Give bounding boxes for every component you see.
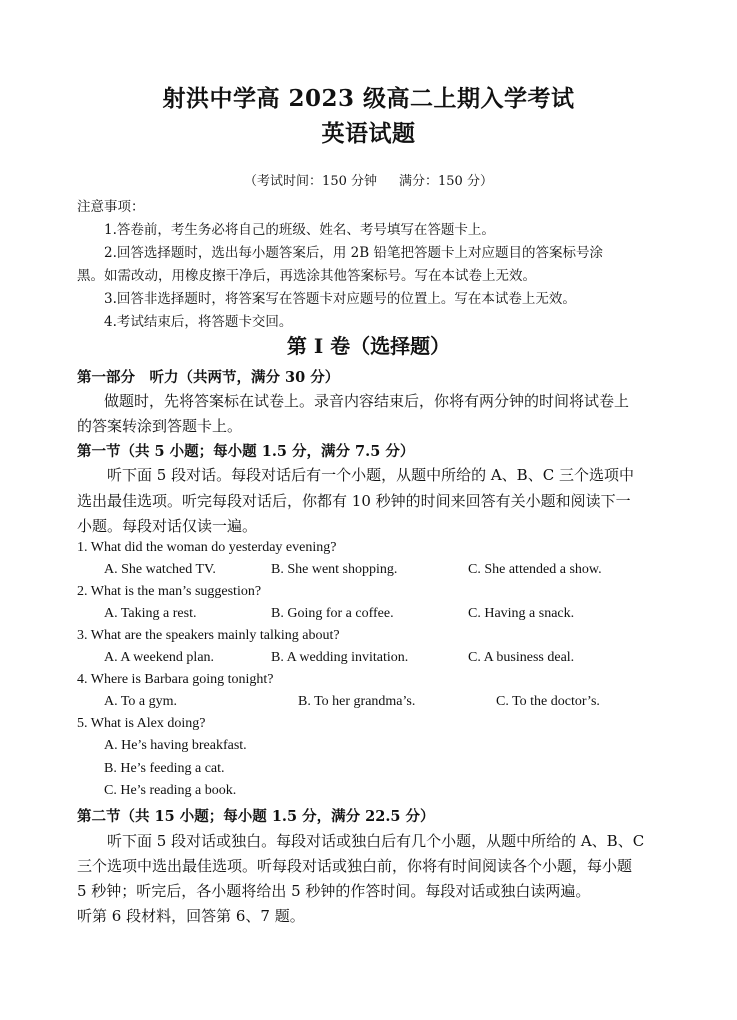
exam-full-score: 满分：150 分） bbox=[399, 174, 493, 189]
section1-intro-end: 小题。每段对话仅读一遍。 bbox=[77, 517, 258, 535]
q3-option-c: C. A business deal. bbox=[468, 650, 575, 665]
section2-intro: 听下面 5 段对话或独白。每段对话或独白后有几个小题，从题中所给的 A、B、C bbox=[107, 832, 645, 850]
notice-item-3: 3.回答非选择题时，将答案写在答题卡对应题号的位置上。写在本试卷上无效。 bbox=[104, 291, 576, 307]
question-3: 3. What are the speakers mainly talking about? bbox=[77, 628, 340, 643]
exam-time: （考试时间：150 分钟 bbox=[244, 174, 377, 189]
q5-option-a: A. He’s having breakfast. bbox=[104, 738, 247, 753]
question-2: 2. What is the man’s suggestion? bbox=[77, 584, 262, 599]
question-5: 5. What is Alex doing? bbox=[77, 716, 206, 731]
volume-title: 第 I 卷（选择题） bbox=[286, 334, 451, 358]
q1-option-b: B. She went shopping. bbox=[271, 562, 398, 577]
notice-item-4: 4.考试结束后，将答题卡交回。 bbox=[104, 314, 293, 330]
q5-option-b: B. He’s feeding a cat. bbox=[104, 761, 225, 776]
q2-option-a: A. Taking a rest. bbox=[104, 606, 197, 621]
section2-heading: 第二节（共 15 小题；每小题 1.5 分，满分 22.5 分） bbox=[77, 808, 435, 825]
q4-option-a: A. To a gym. bbox=[104, 694, 178, 709]
question-4: 4. Where is Barbara going tonight? bbox=[77, 672, 274, 687]
q2-option-b: B. Going for a coffee. bbox=[271, 606, 394, 621]
q4-option-b: B. To her grandma’s. bbox=[298, 694, 416, 709]
subject-title: 英语试题 bbox=[321, 120, 416, 147]
part1-intro: 做题时，先将答案标在试卷上。录音内容结束后，你将有两分钟的时间将试卷上 bbox=[104, 392, 630, 410]
notice-item-2: 2.回答选择题时，选出每小题答案后，用 2B 铅笔把答题卡上对应题目的答案标号涂 bbox=[104, 245, 603, 261]
q2-option-c: C. Having a snack. bbox=[468, 606, 575, 621]
exam-title: 射洪中学高 2023 级高二上期入学考试 bbox=[162, 85, 575, 112]
notice-item-1: 1.答卷前，考生务必将自己的班级、姓名、考号填写在答题卡上。 bbox=[104, 222, 495, 238]
q3-option-b: B. A wedding invitation. bbox=[271, 650, 409, 665]
q1-option-c: C. She attended a show. bbox=[468, 562, 602, 577]
q5-option-c: C. He’s reading a book. bbox=[104, 783, 237, 798]
notice-item-2-cont: 黑。如需改动，用橡皮擦干净后，再选涂其他答案标号。写在本试卷上无效。 bbox=[77, 268, 536, 284]
section2-material: 听第 6 段材料，回答第 6、7 题。 bbox=[77, 907, 305, 925]
section1-intro-cont: 选出最佳选项。听完每段对话后，你都有 10 秒钟的时间来回答有关小题和阅读下一 bbox=[77, 492, 631, 510]
notice-heading: 注意事项： bbox=[77, 199, 145, 215]
section1-intro: 听下面 5 段对话。每段对话后有一个小题，从题中所给的 A、B、C 三个选项中 bbox=[107, 466, 634, 484]
part1-heading: 第一部分 听力（共两节，满分 30 分） bbox=[77, 369, 340, 386]
q4-option-c: C. To the doctor’s. bbox=[496, 694, 600, 709]
question-1: 1. What did the woman do yesterday evening? bbox=[77, 540, 337, 555]
section1-heading: 第一节（共 5 小题；每小题 1.5 分，满分 7.5 分） bbox=[77, 443, 415, 460]
section2-intro-end: 5 秒钟；听完后，各小题将给出 5 秒钟的作答时间。每段对话或独白读两遍。 bbox=[77, 882, 591, 900]
q1-option-a: A. She watched TV. bbox=[104, 562, 216, 577]
q3-option-a: A. A weekend plan. bbox=[104, 650, 215, 665]
exam-info bbox=[0, 170, 737, 189]
section2-intro-cont: 三个选项中选出最佳选项。听每段对话或独白前，你将有时间阅读各个小题，每小题 bbox=[77, 857, 633, 875]
part1-intro-cont: 的答案转涂到答题卡上。 bbox=[77, 417, 243, 435]
